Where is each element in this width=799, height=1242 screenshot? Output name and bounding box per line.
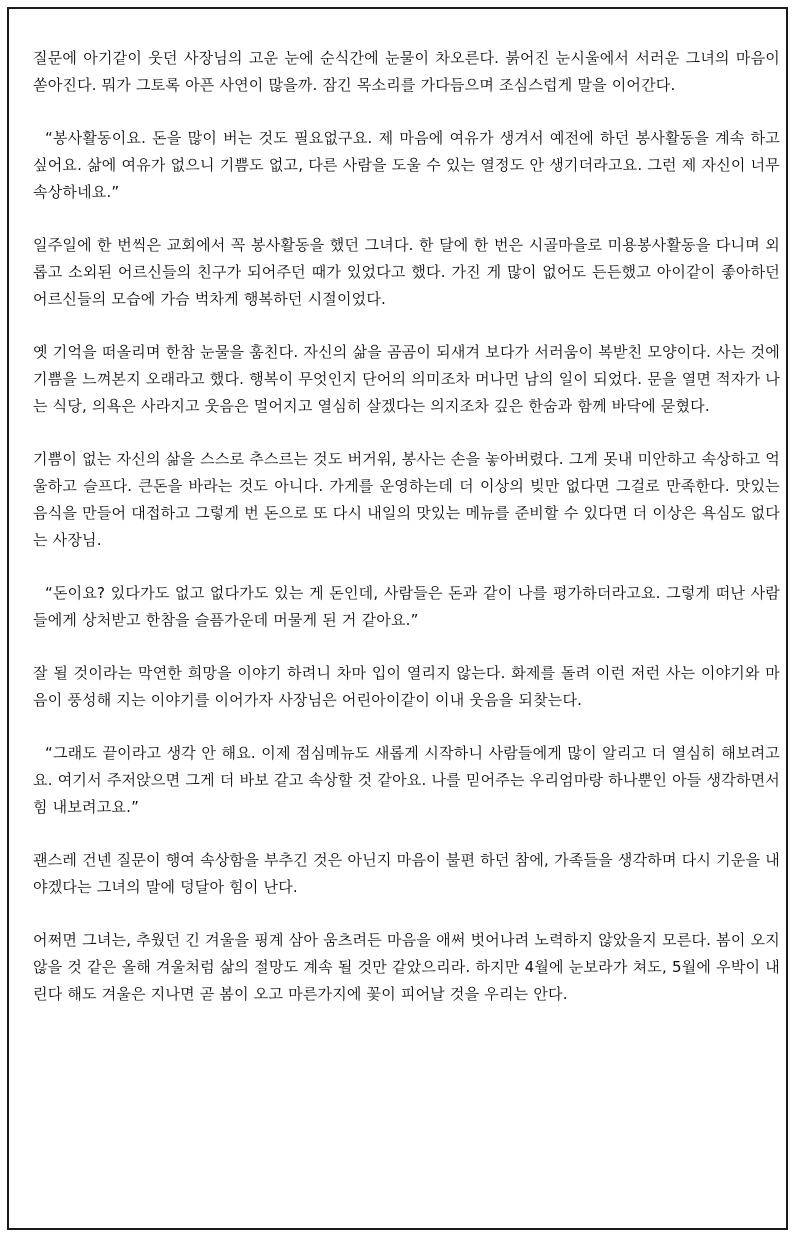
quote-paragraph-8: “그래도 끝이라고 생각 안 해요. 이제 점심메뉴도 새롭게 시작하니 사람들에게 많이 알리고 더 열심히 해보려고요. 여기서 주저앉으면 그게 더 바보 같고 속상할 것 같아요. 나를 믿어주는 우리엄마랑 하나뿐인 아들 생각하면서 힘 내보려고요.” — [33, 744, 780, 816]
paragraph-10: 어쩌면 그녀는, 추웠던 긴 겨울을 핑계 삼아 움츠려든 마음을 애써 벗어나려 노력하지 않았을지 모른다. 봄이 오지 않을 것 같은 올해 겨울처럼 삶의 절망도 계속 될 것만 같았으리라. 하지만 4월에 눈보라가 쳐도, 5월에 우박이 내린다 해도 겨울은 지나면 곧 봄이 오고 마른가지에 꽃이 피어날 것을 우리는 안다. — [33, 931, 780, 1003]
quote-paragraph-2: “봉사활동이요. 돈을 많이 버는 것도 필요없구요. 제 마음에 여유가 생겨서 예전에 하던 봉사활동을 계속 하고 싶어요. 삶에 여유가 없으니 기쁨도 없고, 다른 사람을 도울 수 있는 열정도 안 생기더라고요. 그런 제 자신이 너무 속상하네요.” — [33, 129, 780, 201]
paragraph-4: 옛 기억을 떠올리며 한참 눈물을 훔친다. 자신의 삶을 곰곰이 되새겨 보다가 서러움이 복받친 모양이다. 사는 것에 기쁨을 느껴본지 오래라고 했다. 행복이 무엇인지 단어의 의미조차 머나먼 남의 일이 되었다. 문을 열면 적자가 나는 식당, 의욕은 사라지고 웃음은 멀어지고 열심히 살겠다는 의지조차 깊은 한숨과 함께 바닥에 묻혔다. — [33, 343, 780, 415]
quote-paragraph-6: “돈이요? 있다가도 없고 없다가도 있는 게 돈인데, 사람들은 돈과 같이 나를 평가하더라고요. 그렇게 떠난 사람들에게 상처받고 한참을 슬픔가운데 머물게 된 거 같아요.” — [33, 584, 780, 629]
page-border — [7, 7, 788, 1230]
paragraph-7: 잘 될 것이라는 막연한 희망을 이야기 하려니 차마 입이 열리지 않는다. 화제를 돌려 이런 저런 사는 이야기와 마음이 풍성해 지는 이야기를 이어가자 사장님은 어린아이같이 이내 웃음을 되찾는다. — [33, 664, 780, 709]
document-body — [33, 45, 780, 1034]
paragraph-1: 질문에 아기같이 웃던 사장님의 고운 눈에 순식간에 눈물이 차오른다. 붉어진 눈시울에서 서러운 그녀의 마음이 쏟아진다. 뭐가 그토록 아픈 사연이 많을까. 잠긴 목소리를 가다듬으며 조심스럽게 말을 이어간다. — [33, 49, 780, 94]
paragraph-9: 괜스레 건넨 질문이 행여 속상함을 부추긴 것은 아닌지 마음이 불편 하던 참에, 가족들을 생각하며 다시 기운을 내야겠다는 그녀의 말에 덩달아 힘이 난다. — [33, 851, 780, 896]
paragraph-3: 일주일에 한 번씩은 교회에서 꼭 봉사활동을 했던 그녀다. 한 달에 한 번은 시골마을로 미용봉사활동을 다니며 외롭고 소외된 어르신들의 친구가 되어주던 때가 있었다고 했다. 가진 게 많이 없어도 든든했고 아이같이 좋아하던 어르신들의 모습에 가슴 벅차게 행복하던 시절이었다. — [33, 236, 780, 308]
paragraph-5: 기쁨이 없는 자신의 삶을 스스로 추스르는 것도 버거워, 봉사는 손을 놓아버렸다. 그게 못내 미안하고 속상하고 억울하고 슬프다. 큰돈을 바라는 것도 아니다. 가게를 운영하는데 더 이상의 빚만 없다면 그걸로 만족한다. 맛있는 음식을 만들어 대접하고 그렇게 번 돈으로 또 다시 내일의 맛있는 메뉴를 준비할 수 있다면 더 이상은 욕심도 없다는 사장님. — [33, 450, 780, 549]
